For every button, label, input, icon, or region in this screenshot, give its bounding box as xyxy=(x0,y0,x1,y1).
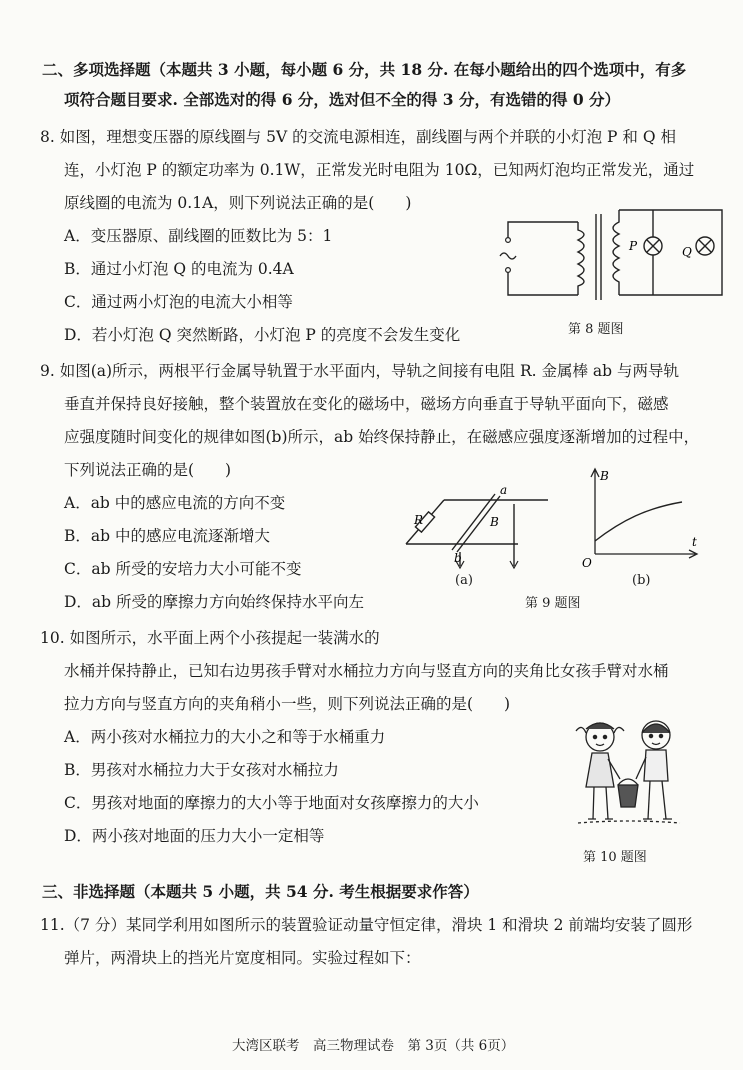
b-curve xyxy=(595,502,682,541)
q10-children-bucket-illustration xyxy=(568,715,688,835)
q10-option-c: C．男孩对地面的摩擦力的大小等于地面对女孩摩擦力的大小 xyxy=(64,794,479,812)
q8-stem-line1: 8. 如图，理想变压器的原线圈与 5V 的交流电源相连，副线圈与两个并联的小灯泡 P 和 Q 相 xyxy=(40,128,676,146)
q9-rails-figure xyxy=(402,478,562,568)
page-footer: 大湾区联考 高三物理试卷 第 3页（共 6页） xyxy=(232,1038,515,1054)
resistor-label: R xyxy=(414,513,424,527)
lamp-q-label: Q xyxy=(682,245,692,259)
q10-stem-line3: 拉力方向与竖直方向的夹角稍小一些，则下列说法正确的是( ) xyxy=(64,695,511,713)
lamp-p-label: P xyxy=(629,239,638,253)
q9-stem-line4: 下列说法正确的是( ) xyxy=(64,461,232,479)
q10-option-a: A．两小孩对水桶拉力的大小之和等于水桶重力 xyxy=(64,728,386,746)
ac-source-terminal-bottom xyxy=(506,268,511,273)
q10-option-b: B．男孩对水桶拉力大于女孩对水桶拉力 xyxy=(64,761,339,779)
rod-end-a-label: a xyxy=(500,483,508,497)
q9-option-d: D．ab 所受的摩擦力方向始终保持水平向左 xyxy=(64,593,365,611)
q10-stem-line1: 10. 如图所示，水平面上两个小孩提起一装满水的 xyxy=(40,629,380,647)
graph-y-axis-label: B xyxy=(600,469,609,483)
q9-option-c: C．ab 所受的安培力大小可能不变 xyxy=(64,560,302,578)
q8-stem-line3: 原线圈的电流为 0.1A，则下列说法正确的是( ) xyxy=(64,194,412,212)
graph-origin-label: O xyxy=(582,556,592,570)
q8-option-d: D．若小灯泡 Q 突然断路，小灯泡 P 的亮度不会发生变化 xyxy=(64,326,461,344)
section3-title: 三、非选择题（本题共 5 小题，共 54 分. 考生根据要求作答） xyxy=(42,882,479,901)
q9-subfigure-a-label: (a) xyxy=(455,573,473,588)
q10-stem-line2: 水桶并保持静止，已知右边男孩手臂对水桶拉力方向与竖直方向的夹角比女孩手臂对水桶 xyxy=(64,662,669,680)
q8-stem-line2: 连，小灯泡 P 的额定功率为 0.1W，正常发光时电阻为 10Ω，已知两灯泡均正常发光，通过 xyxy=(64,161,695,179)
q9-stem-line2: 垂直并保持良好接触，整个装置放在变化的磁场中，磁场方向垂直于导轨平面向下，磁感 xyxy=(64,395,669,413)
q9-option-a: A．ab 中的感应电流的方向不变 xyxy=(64,494,286,512)
section2-title-line2: 项符合题目要求. 全部选对的得 6 分，选对但不全的得 3 分，有选错的得 0 分） xyxy=(64,90,621,109)
q9-figure-caption: 第 9 题图 xyxy=(525,596,581,611)
q10-figure-caption: 第 10 题图 xyxy=(583,850,647,865)
q8-transformer-figure xyxy=(500,200,730,300)
q9-stem-line1: 9. 如图(a)所示，两根平行金属导轨置于水平面内，导轨之间接有电阻 R. 金属棒 ab 与两导轨 xyxy=(40,362,680,380)
q9-b-t-graph xyxy=(582,468,702,570)
q8-option-b: B．通过小灯泡 Q 的电流为 0.4A xyxy=(64,260,294,278)
graph-x-axis-label: t xyxy=(692,535,697,549)
section2-title-line1: 二、多项选择题（本题共 3 小题，每小题 6 分，共 18 分. 在每小题给出的四个选项中，有多 xyxy=(42,60,687,79)
q10-option-d: D．两小孩对地面的压力大小一定相等 xyxy=(64,827,325,845)
q8-option-a: A．变压器原、副线圈的匝数比为 5：1 xyxy=(64,227,333,245)
field-label: B xyxy=(490,515,499,529)
rod-end-b-label: b xyxy=(454,551,462,565)
q8-figure-caption: 第 8 题图 xyxy=(568,322,624,337)
q9-subfigure-b-label: (b) xyxy=(632,573,651,588)
q9-option-b: B．ab 中的感应电流逐渐增大 xyxy=(64,527,270,545)
ac-source-terminal-top xyxy=(506,238,511,243)
q9-stem-line3: 应强度随时间变化的规律如图(b)所示，ab 始终保持静止，在磁感应强度逐渐增加的过程中， xyxy=(64,428,700,446)
q8-option-c: C．通过两小灯泡的电流大小相等 xyxy=(64,293,293,311)
q11-stem-line1: 11.（7 分）某同学利用如图所示的装置验证动量守恒定律，滑块 1 和滑块 2 前端均安装了圆形 xyxy=(40,916,693,934)
q11-stem-line2: 弹片，两滑块上的挡光片宽度相同。实验过程如下： xyxy=(64,949,421,967)
